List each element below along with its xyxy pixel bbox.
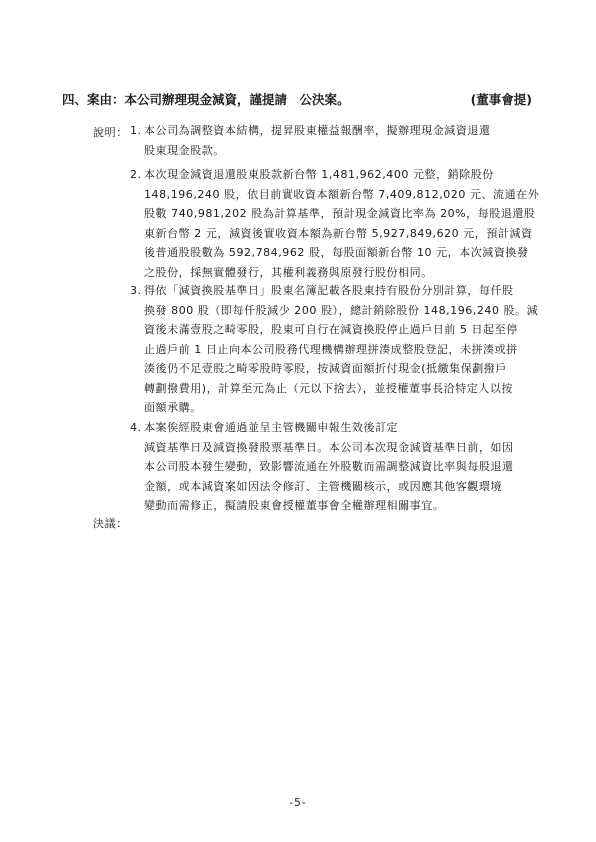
item-number: 4. [130, 421, 142, 434]
item-line: 148,196,240 股，依目前實收資本額新台幣 7,409,812,020 元、流通在外 [144, 187, 540, 201]
resolution-label: 決議： [93, 517, 128, 530]
agenda-title: 四、案由：本公司辦理現金減資，謹提請 公決案。 [62, 92, 350, 107]
explanation-item-4 [130, 418, 550, 516]
item-line: 轉劃撥費用)，計算至元為止（元以下捨去），並授權董事長洽特定人以按 [144, 381, 513, 395]
item-line: 變動而需修正，擬請股東會授權董事會全權辦理相關事宜。 [144, 499, 445, 512]
item-line: 本公司為調整資本結構，提昇股東權益報酬率，擬辦理現金減資退還 [144, 124, 491, 137]
item-line: 之股份，採無實體發行，其權利義務與原發行股份相同。 [144, 265, 433, 279]
item-line: 金額，或本減資案如因法令修訂、主管機關核示，或因應其他客觀環境 [144, 479, 503, 493]
explanation-label: 說明： [93, 126, 128, 139]
item-line: 得依「減資換股基準日」股東名簿記載各股東持有股份分別計算，每仟股 [144, 284, 514, 297]
item-number: 2. [130, 168, 142, 181]
item-line: 換發 800 股（即每仟股減少 200 股），總計銷除股份 148,196,240 股。減 [144, 303, 539, 317]
proposer-label: (董事會提) [470, 92, 532, 107]
item-number: 3. [130, 284, 142, 297]
explanation-item-3 [130, 281, 550, 418]
item-line: 減資基準日及減資換發股票基準日。本公司本次現金減資基準日前，如因 [144, 440, 514, 454]
page-number: -5- [289, 797, 307, 809]
item-number: 1. [130, 124, 142, 137]
item-line: 股數 740,981,202 股為計算基準，預計現金減資比率為 20%，每股退還股 [144, 207, 536, 220]
item-line: 後普通股股數為 592,784,962 股，每股面額新台幣 10 元，本次減資換發 [144, 246, 529, 259]
item-line: 止過戶前 1 日止向本公司股務代理機構辦理拼湊成整股登記，未拼湊或拼 [144, 342, 518, 356]
explanation-item-1 [130, 121, 550, 160]
item-line: 股東現金股款。 [144, 143, 225, 157]
item-line: 湊後仍不足壹股之畸零股時零股，按減資面額折付現金(抵繳集保劃撥戶 [144, 362, 507, 375]
agenda-heading [62, 90, 532, 108]
item-line: 面額承購。 [144, 401, 202, 414]
item-line: 東新台幣 2 元，減資後實收資本額為新台幣 5,927,849,620 元，預計減資 [144, 226, 533, 240]
explanation-item-2 [130, 165, 550, 282]
item-line: 本案俟經股東會通過並呈主管機關申報生效後訂定 [144, 421, 399, 434]
item-line: 資後未滿壹股之畸零股，股東可自行在減資換股停止過戶日前 5 日起至停 [144, 323, 518, 336]
item-line: 本次現金減資退還股東股款新台幣 1,481,962,400 元整，銷除股份 [144, 168, 494, 181]
item-line: 本公司股本發生變動，致影響流通在外股數而需調整減資比率與每股退還 [144, 460, 514, 473]
